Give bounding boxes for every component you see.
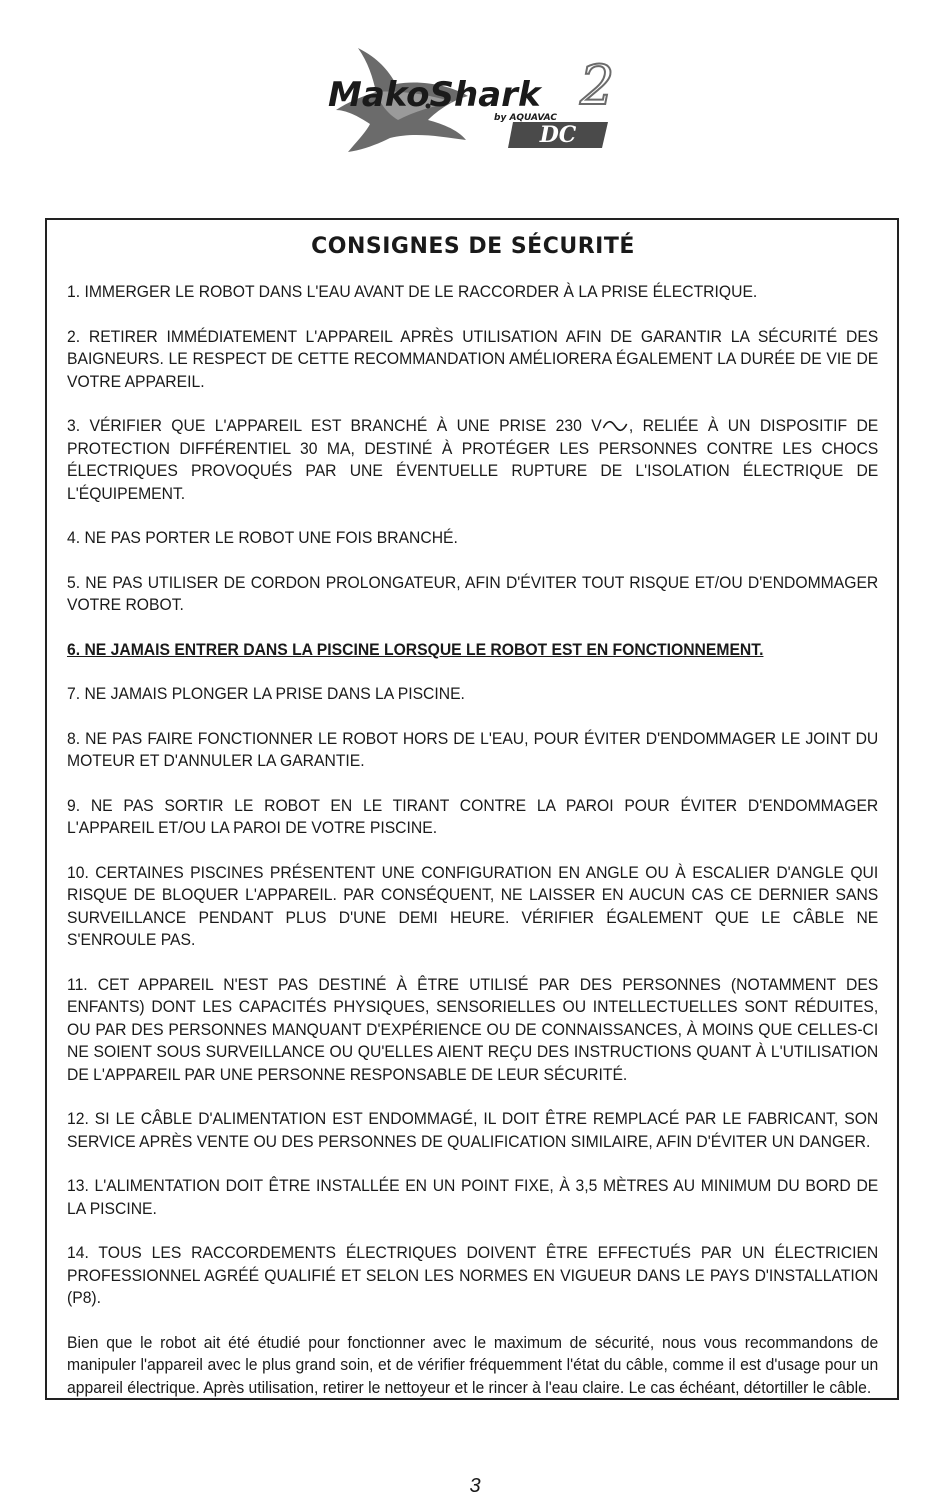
variant-label: DC bbox=[539, 122, 577, 148]
brand-logo bbox=[318, 40, 618, 160]
instruction-14: 14. TOUS LES RACCORDEMENTS ÉLECTRIQUES DOIVENT ÊTRE EFFECTUÉS PAR UN ÉLECTRICIEN PROFESSIONNEL AGRÉÉ QUALIFIÉ ET SELON LES NORMES EN VIGUEUR DANS LE PAYS D'INSTALLATION (P8). bbox=[67, 1244, 879, 1307]
instruction-6-warning: 6. NE JAMAIS ENTRER DANS LA PISCINE LORSQUE LE ROBOT EST EN FONCTIONNEMENT. bbox=[67, 640, 764, 659]
instruction-12: 12. SI LE CÂBLE D'ALIMENTATION EST ENDOMMAGÉ, IL DOIT ÊTRE REMPLACÉ PAR LE FABRICANT, SON SERVICE APRÈS VENTE OU DES PERSONNES DE QUALIFICATION SIMILAIRE, AFIN D'ÉVITER UN DANGER. bbox=[67, 1110, 879, 1151]
closing-paragraph: Bien que le robot ait été étudié pour fonctionner avec le maximum de sécurité, nous vous recommandons de manipuler l'appareil avec le plus grand soin, et de vérifier fréquemment l'état du câble, comme il est d'usage pour un appareil électrique. Après utilisation, retirer le nettoyeur et le rincer à l'eau claire. Le cas échéant, détortiller le câble. bbox=[67, 1333, 879, 1397]
brand-number: 2 bbox=[580, 54, 615, 117]
instruction-13: 13. L'ALIMENTATION DOIT ÊTRE INSTALLÉE EN UN POINT FIXE, À 3,5 MÈTRES AU MINIMUM DU BORD DE LA PISCINE. bbox=[67, 1177, 879, 1218]
instruction-11: 11. CET APPAREIL N'EST PAS DESTINÉ À ÊTRE UTILISÉ PAR DES PERSONNES (NOTAMMENT DES ENFANTS) DONT LES CAPACITÉS PHYSIQUES, SENSORIELLES OU INTELLECTUELLES SONT RÉDUITES, OU PAR DES PERSONNES MANQUANT D'EXPÉRIENCE OU DE CONNAISSANCES, À MOINS QUE CELLES-CI NE SOIENT SOUS SURVEILLANCE OU QU'ELLES AIENT REÇU DES INSTRUCTIONS QUANT À L'UTILISATION DE L'APPAREIL PAR UNE PERSONNE RESPONSABLE DE LEUR SÉCURITÉ. bbox=[67, 975, 879, 1084]
instruction-3-before: 3. VÉRIFIER QUE L'APPAREIL EST BRANCHÉ À UNE PRISE 230 V bbox=[67, 417, 602, 435]
by-line: by AQUAVAC bbox=[494, 113, 557, 123]
instruction-8: 8. NE PAS FAIRE FONCTIONNER LE ROBOT HORS DE L'EAU, POUR ÉVITER D'ENDOMMAGER LE JOINT DU MOTEUR ET D'ANNULER LA GARANTIE. bbox=[67, 729, 879, 770]
instruction-7: 7. NE JAMAIS PLONGER LA PRISE DANS LA PISCINE. bbox=[67, 685, 465, 703]
instruction-1: 1. IMMERGER LE ROBOT DANS L'EAU AVANT DE LE RACCORDER À LA PRISE ÉLECTRIQUE. bbox=[67, 283, 758, 301]
instruction-2: 2. RETIRER IMMÉDIATEMENT L'APPAREIL APRÈS UTILISATION AFIN DE GARANTIR LA SÉCURITÉ DES BAIGNEURS. LE RESPECT DE CETTE RECOMMANDATION AMÉLIORERA ÉGALEMENT LA DURÉE DE VIE DE VOTRE APPAREIL. bbox=[67, 327, 879, 391]
instruction-10: 10. CERTAINES PISCINES PRÉSENTENT UNE CONFIGURATION EN ANGLE OU À ESCALIER D'ANGLE QUI RISQUE DE BLOQUER L'APPAREIL. PAR CONSÉQUENT, NE LAISSER EN AUCUN CAS CE DERNIER SANS SURVEILLANCE PENDANT PLUS D'UNE DEMI HEURE. VÉRIFIER ÉGALEMENT QUE LE CÂBLE NE S'ENROULE PAS. bbox=[67, 863, 879, 949]
shark-icon bbox=[318, 40, 618, 160]
page-title: CONSIGNES DE SÉCURITÉ bbox=[311, 234, 635, 259]
safety-instructions-box bbox=[45, 218, 899, 1400]
ac-wave-icon bbox=[602, 419, 629, 433]
instruction-3-after: , RELIÉE À UN DISPOSITIF DE PROTECTION DIFFÉRENTIEL 30 MA, DESTINÉ À PROTÉGER LES PERSONNES CONTRE LES CHOCS ÉLECTRIQUES PROVOQUÉS PAR UNE ÉVENTUELLE RUPTURE DE L'ISOLATION ÉLECTRIQUE DE L'ÉQUIPEMENT. bbox=[67, 417, 879, 503]
instruction-5: 5. NE PAS UTILISER DE CORDON PROLONGATEUR, AFIN D'ÉVITER TOUT RISQUE ET/OU D'ENDOMMAGER VOTRE ROBOT. bbox=[67, 573, 879, 614]
brand-name: MakoShark bbox=[328, 75, 541, 115]
instruction-4: 4. NE PAS PORTER LE ROBOT UNE FOIS BRANCHÉ. bbox=[67, 529, 458, 547]
instruction-9: 9. NE PAS SORTIR LE ROBOT EN LE TIRANT CONTRE LA PAROI POUR ÉVITER D'ENDOMMAGER L'APPAREIL ET/OU LA PAROI DE VOTRE PISCINE. bbox=[67, 796, 879, 837]
page-number: 3 bbox=[469, 1475, 481, 1497]
instruction-3 bbox=[67, 415, 878, 505]
